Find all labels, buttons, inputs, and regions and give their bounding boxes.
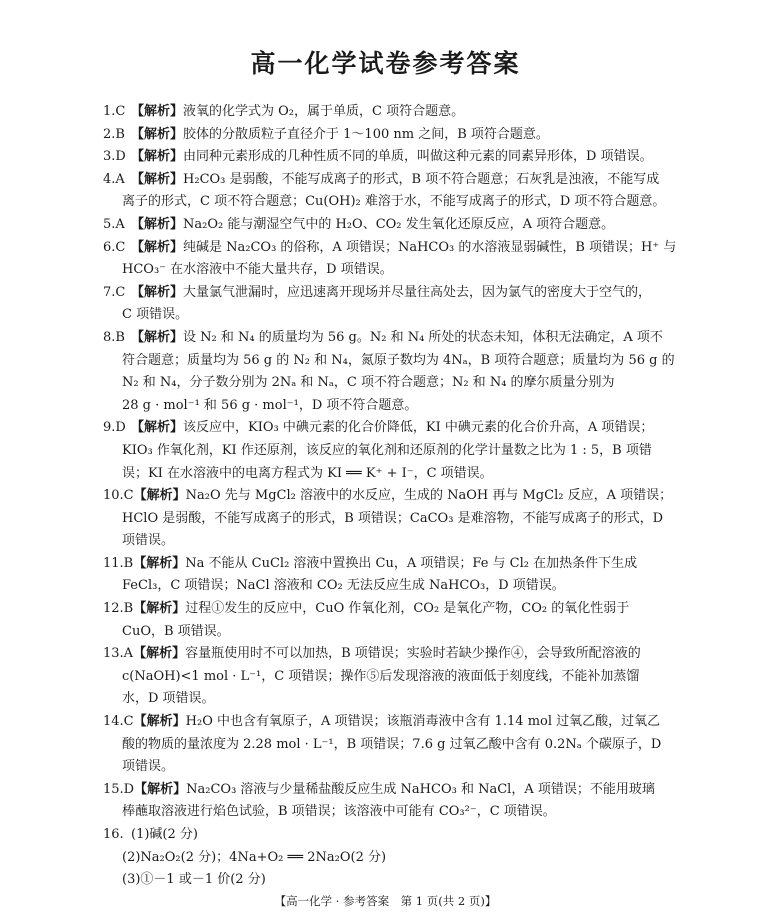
answer-item bbox=[103, 101, 669, 124]
page-title: 高一化学试卷参考答案 bbox=[250, 49, 521, 78]
answer-number: 15.D bbox=[103, 781, 135, 797]
answer-first-line bbox=[103, 417, 669, 440]
analysis-tag: 【解析】 bbox=[131, 171, 184, 187]
answer-first-line bbox=[103, 327, 669, 350]
answer-line: 项错误。 bbox=[122, 759, 175, 775]
answer-number: 7.C bbox=[103, 284, 126, 300]
answer-number: 14.C bbox=[103, 714, 134, 730]
analysis-tag: 【解析】 bbox=[134, 781, 187, 797]
answer-line: 胶体的分散质粒子直径介于 1～100 nm 之间，B 项符合题意。 bbox=[183, 126, 549, 142]
answer-line: 纯碱是 Na₂CO₃ 的俗称，A 项错误；NaHCO₃ 的水溶液显弱碱性，B 项错误；H⁺ 与 bbox=[183, 239, 677, 255]
answer-line: 由同种元素形成的几种性质不同的单质，叫做这种元素的同素异形体，D 项错误。 bbox=[183, 149, 653, 165]
answer-number: 8.B bbox=[103, 329, 125, 345]
answer-line: 28 g · mol⁻¹ 和 56 g · mol⁻¹，D 项不符合题意。 bbox=[122, 397, 418, 413]
answer-line: 酸的物质的量浓度为 2.28 mol · L⁻¹，B 项错误；7.6 g 过氧乙酸中含有 0.2Nₐ 个碳原子，D bbox=[122, 736, 662, 752]
analysis-tag: 【解析】 bbox=[131, 329, 184, 345]
answer-line: (2)Na₂O₂(2 分)；4Na+O₂ ══ 2Na₂O(2 分) bbox=[122, 849, 387, 865]
answer-first-line bbox=[103, 711, 669, 734]
answer-list bbox=[103, 101, 677, 892]
answer-item bbox=[103, 598, 669, 643]
answer-item bbox=[103, 711, 669, 779]
answer-item bbox=[103, 485, 673, 553]
answer-number: 6.C bbox=[103, 239, 126, 255]
answer-number: 4.A bbox=[103, 171, 125, 187]
analysis-tag: 【解析】 bbox=[131, 126, 184, 142]
answer-line: N₂ 和 N₄，分子数分别为 2Nₐ 和 Nₐ，C 项不符合题意；N₂ 和 N₄ 的摩尔质量分别为 bbox=[122, 375, 615, 391]
answer-line: KIO₃ 作氧化剂，KI 作还原剂，该反应的氧化剂和还原剂的化学计量数之比为 1 : 5，B 项错 bbox=[122, 442, 652, 458]
analysis-tag: 【解析】 bbox=[131, 149, 184, 165]
answer-line: Na₂CO₃ 溶液与少量稀盐酸反应生成 NaHCO₃ 和 NaCl，A 项错误；不能用玻璃 bbox=[186, 781, 655, 797]
analysis-tag: 【解析】 bbox=[131, 104, 184, 119]
answer-number: 1.C bbox=[103, 104, 126, 119]
page-footer: 【高一化学 · 参考答案 第 1 页(共 2 页)】 bbox=[274, 894, 497, 908]
answer-number: 5.A bbox=[103, 216, 125, 232]
answer-item bbox=[103, 146, 669, 169]
answer-line: 水，D 项错误。 bbox=[122, 691, 215, 707]
question-16 bbox=[103, 824, 669, 892]
answer-first-line bbox=[103, 237, 677, 260]
analysis-tag: 【解析】 bbox=[131, 420, 184, 436]
answer-line: HCO₃⁻ 在水溶液中不能大量共存，D 项错误。 bbox=[122, 262, 393, 278]
answer-first-line bbox=[103, 214, 669, 237]
answer-line: FeCl₃，C 项错误；NaCl 溶液和 CO₂ 无法反应生成 NaHCO₃，D 项错误。 bbox=[122, 578, 565, 594]
analysis-tag: 【解析】 bbox=[133, 714, 186, 730]
answer-first-line bbox=[103, 101, 669, 124]
answer-line: 液氧的化学式为 O₂，属于单质，C 项符合题意。 bbox=[183, 104, 465, 119]
analysis-tag: 【解析】 bbox=[131, 284, 184, 300]
answer-number: 11.B bbox=[103, 555, 134, 571]
answer-line: CuO，B 项错误。 bbox=[122, 623, 230, 639]
answer-line: (1)碱(2 分) bbox=[131, 827, 198, 842]
answer-line: 离子的形式，C 项不符合题意；Cu(OH)₂ 难溶于水，不能写成离子的形式，D 项不符合题意。 bbox=[122, 194, 666, 210]
answer-line: Na₂O 先与 MgCl₂ 溶液中的水反应，生成的 NaOH 再与 MgCl₂ 反应，A 项错误； bbox=[185, 488, 673, 504]
answer-line: HClO 是弱酸，不能写成离子的形式，B 项错误；CaCO₃ 是难溶物，不能写成离子的形式，D bbox=[122, 510, 663, 526]
answer-first-line bbox=[103, 779, 669, 802]
q16-first-line bbox=[103, 824, 669, 847]
answer-number: 13.A bbox=[103, 646, 134, 662]
answer-first-line bbox=[103, 643, 669, 666]
answer-line: H₂O 中也含有氧原子，A 项错误；该瓶消毒液中含有 1.14 mol 过氧乙酸，过氧乙 bbox=[185, 714, 661, 730]
answer-line: Na₂O₂ 能与潮湿空气中的 H₂O、CO₂ 发生氧化还原反应，A 项符合题意。 bbox=[183, 216, 615, 232]
answer-line: 误；KI 在水溶液中的电离方程式为 KI ══ K⁺ + I⁻，C 项错误。 bbox=[122, 465, 493, 481]
answer-item bbox=[103, 327, 675, 417]
answer-item bbox=[103, 779, 669, 824]
answer-number: 9.D bbox=[103, 420, 126, 436]
analysis-tag: 【解析】 bbox=[131, 216, 184, 232]
answer-line: 容量瓶使用时不可以加热，B 项错误；实验时若缺少操作④，会导致所配溶液的 bbox=[185, 646, 641, 662]
analysis-tag: 【解析】 bbox=[133, 555, 186, 571]
analysis-tag: 【解析】 bbox=[131, 239, 184, 255]
answer-first-line bbox=[103, 124, 669, 147]
answer-line: H₂CO₃ 是弱酸，不能写成离子的形式，B 项不符合题意；石灰乳是浊液，不能写成 bbox=[183, 171, 660, 187]
answer-item bbox=[103, 553, 669, 598]
answer-number: 16. bbox=[103, 827, 124, 842]
answer-line: 设 N₂ 和 N₄ 的质量均为 56 g。N₂ 和 N₄ 所处的状态未知，体积无法确定，A 项不 bbox=[183, 329, 663, 345]
answer-item bbox=[103, 417, 669, 485]
answer-first-line bbox=[103, 169, 669, 192]
answer-line: 过程①发生的反应中，CuO 作氧化剂，CO₂ 是氧化产物，CO₂ 的氧化性弱于 bbox=[185, 601, 630, 617]
analysis-tag: 【解析】 bbox=[133, 488, 186, 504]
answer-first-line bbox=[103, 282, 669, 305]
answer-first-line bbox=[103, 485, 673, 508]
answer-line: 棒蘸取溶液进行焰色试验，B 项错误；该溶液中可能有 CO₃²⁻，C 项错误。 bbox=[122, 804, 556, 820]
answer-line: (3)①－1 或－1 价(2 分) bbox=[122, 872, 266, 888]
answer-item bbox=[103, 643, 669, 711]
analysis-tag: 【解析】 bbox=[133, 646, 186, 662]
answer-line: 项错误。 bbox=[122, 533, 175, 549]
answer-first-line bbox=[103, 553, 669, 576]
answer-item bbox=[103, 124, 669, 147]
answer-line: 符合题意；质量均为 56 g 的 N₂ 和 N₄，氮原子数均为 4Nₐ，B 项符合题意；质量均为 56 g 的 bbox=[122, 352, 675, 368]
answer-number: 12.B bbox=[103, 601, 134, 617]
analysis-tag: 【解析】 bbox=[133, 601, 186, 617]
answer-first-line bbox=[103, 146, 669, 169]
answer-number: 2.B bbox=[103, 126, 125, 142]
answer-item bbox=[103, 169, 669, 214]
answer-number: 3.D bbox=[103, 149, 126, 165]
answer-item bbox=[103, 214, 669, 237]
answer-line: Na 不能从 CuCl₂ 溶液中置换出 Cu，A 项错误；Fe 与 Cl₂ 在加热条件下生成 bbox=[185, 555, 638, 571]
answer-line: 该反应中，KIO₃ 中碘元素的化合价降低，KI 中碘元素的化合价升高，A 项错误； bbox=[183, 420, 654, 436]
answer-item bbox=[103, 282, 669, 327]
answer-number: 10.C bbox=[103, 488, 134, 504]
answer-first-line bbox=[103, 598, 669, 621]
answer-line: c(NaOH)<1 mol · L⁻¹，C 项错误；操作⑤后发现溶液的液面低于刻度线，不能补加蒸馏 bbox=[122, 668, 640, 684]
answer-item bbox=[103, 237, 677, 282]
answer-line: 大量氯气泄漏时，应迅速离开现场并尽量往高处去，因为氯气的密度大于空气的， bbox=[183, 284, 652, 300]
answer-line: C 项错误。 bbox=[122, 307, 189, 323]
